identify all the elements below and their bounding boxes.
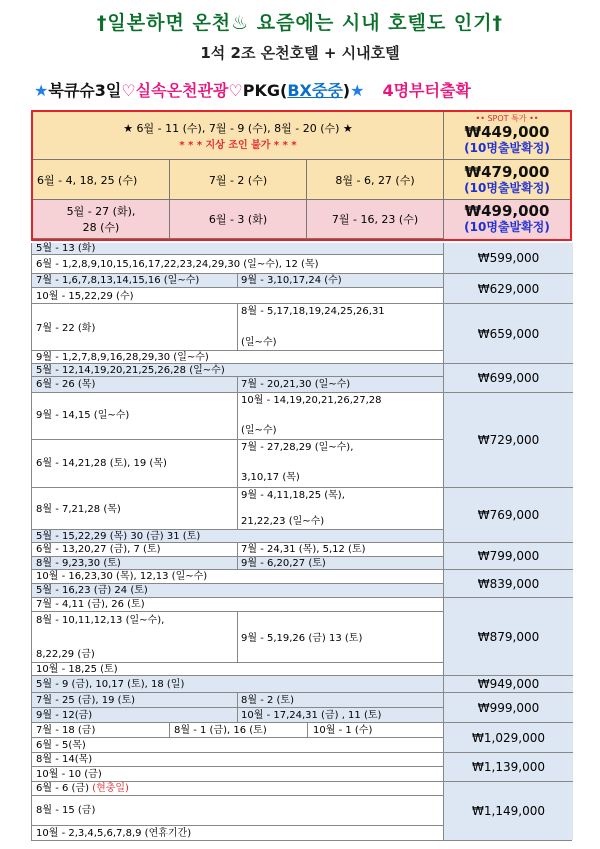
min-people-note: 4명부터출확	[382, 81, 471, 100]
table-row: 6월 - 14,21,28 (토), 19 (목) 7월 - 27,28,29 (일~수), 3,10,17 (목)	[36, 442, 354, 483]
price-cell: ₩949,000	[443, 676, 573, 692]
special-row-2-cell: 6월 - 4, 18, 25 (수)	[33, 160, 170, 200]
table-row: 10월 - 10 (금)	[36, 769, 102, 780]
table-row: 8월 - 15 (금)	[36, 805, 96, 816]
special-row-1-price	[444, 112, 570, 160]
departure-confirmed: (10명출발확정)	[464, 141, 550, 155]
table-row: 7월 - 1,6,7,8,13,14,15,16 (일~수) 9월 - 3,10,17,24 (수)	[32, 274, 443, 287]
special-row-2-cell: 7월 - 2 (수)	[170, 160, 307, 200]
departure-confirmed: (10명출발확정)	[464, 220, 550, 234]
special-row-3-cell: 5월 - 27 (화), 28 (수)	[33, 200, 170, 239]
table-row: 8월 - 7,21,28 (목) 9월 - 4,11,18,25 (목), 21,22,23 (일~수)	[36, 490, 345, 527]
price-cell: ₩769,000	[443, 488, 573, 542]
price-cell: ₩799,000	[443, 543, 573, 569]
heart-icon: ♡	[121, 81, 136, 100]
table-row: 7월 - 22 (화) 8월 - 5,17,18,19,24,25,26,31 (일~수)	[36, 306, 385, 348]
price-cell: ₩879,000	[443, 598, 573, 675]
price: ₩449,000	[464, 123, 550, 141]
departure-confirmed: (10명출발확정)	[464, 181, 550, 195]
price-cell: ₩599,000	[443, 243, 573, 273]
price: ₩499,000	[464, 202, 550, 220]
special-row-3-price	[444, 200, 570, 239]
table-row: 5월 - 13 (화)	[32, 243, 443, 254]
price-cell: ₩699,000	[443, 364, 573, 392]
table-row: 8월 - 14(목)	[36, 754, 93, 765]
star-icon: ★	[34, 81, 49, 100]
table-row: 5월 - 9 (금), 10,17 (토), 18 (일)	[32, 676, 443, 692]
table-row: 7월 - 25 (금), 19 (토) 8월 - 2 (토)	[32, 693, 443, 707]
heart-icon: ♡	[228, 81, 243, 100]
price-cell: ₩1,029,000	[443, 723, 573, 752]
star-icon: ★	[350, 81, 365, 100]
table-row: 5월 - 12,14,19,20,21,25,26,28 (일~수)	[32, 364, 443, 376]
table-row: 8월 - 9,23,30 (토) 9월 - 6,20,27 (토)	[32, 557, 443, 569]
price: ₩479,000	[464, 163, 550, 181]
table-row: 8월 - 10,11,12,13 (일~수), 8,22,29 (금) 9월 - 5,19,26 (금) 13 (토)	[36, 615, 363, 660]
package-title: ★북큐슈3일♡실속온천관광♡PKG(BX중중)★ 4명부터출확	[34, 81, 471, 100]
table-row: 10월 - 15,22,29 (수)	[36, 291, 134, 302]
date-price-table	[31, 243, 572, 841]
table-row: 5월 - 16,23 (금) 24 (토)	[32, 584, 443, 597]
table-row: 10월 - 2,3,4,5,6,7,8,9 (연휴기간)	[36, 828, 192, 839]
special-row-2-cell: 8월 - 6, 27 (수)	[307, 160, 444, 200]
special-row-2-price	[444, 160, 570, 200]
table-row: 10월 - 16,23,30 (목), 12,13 (일~수)	[36, 571, 208, 582]
table-row: 10월 - 18,25 (토)	[36, 664, 118, 675]
table-row: 9월 - 1,2,7,8,9,16,28,29,30 (일~수)	[36, 352, 209, 363]
special-row-3-cell: 7월 - 16, 23 (수)	[307, 200, 444, 239]
table-row: 6월 - 13,20,27 (금), 7 (토) 7월 - 24,31 (목), 5,12 (토)	[36, 544, 366, 555]
table-row: 9월 - 12(금) 10월 - 17,24,31 (금) , 11 (토)	[32, 708, 443, 722]
table-row: 7월 - 18 (금) 8월 - 1 (금), 16 (토) 10월 - 1 (수)	[36, 725, 373, 736]
no-join-note: * * * 지상 조인 불가 * * *	[179, 140, 297, 151]
price-cell: ₩729,000	[443, 393, 573, 487]
special-row-1	[33, 112, 444, 160]
special-row-1-dates: ★ 6월 - 11 (수), 7월 - 9 (수), 8월 - 20 (수) ★	[123, 122, 353, 135]
table-row: 5월 - 15,22,29 (목) 30 (금) 31 (토)	[32, 530, 443, 542]
price-cell: ₩839,000	[443, 570, 573, 597]
price-cell: ₩659,000	[443, 304, 573, 363]
price-cell: ₩629,000	[443, 274, 573, 303]
price-cell: ₩999,000	[443, 693, 573, 722]
price-cell: ₩1,139,000	[443, 753, 573, 781]
table-row: 6월 - 5(목)	[36, 740, 86, 751]
price-cell: ₩1,149,000	[443, 782, 573, 840]
page-title: †일본하면 온천♨ 요즘에는 시내 호텔도 인기†	[96, 12, 504, 34]
page-subtitle: 1석 2조 온천호텔 + 시내호텔	[200, 44, 400, 62]
special-row-3-cell: 6월 - 3 (화)	[170, 200, 307, 239]
table-row: 7월 - 4,11 (금), 26 (토)	[36, 599, 145, 610]
spot-label: •• SPOT 특가 ••	[475, 114, 539, 123]
table-row: 6월 - 1,2,8,9,10,15,16,17,22,23,24,29,30 (일~수), 12 (목)	[36, 259, 319, 270]
table-row: 6월 - 26 (목) 7월 - 20,21,30 (일~수)	[32, 377, 443, 392]
holiday-label: (현충일)	[92, 783, 129, 794]
special-price-box	[31, 110, 572, 241]
table-row: 6월 - 6 (금) (현충일)	[36, 783, 129, 794]
table-row: 9월 - 14,15 (일~수) 10월 - 14,19,20,21,26,27,28 (일~수)	[36, 395, 382, 436]
